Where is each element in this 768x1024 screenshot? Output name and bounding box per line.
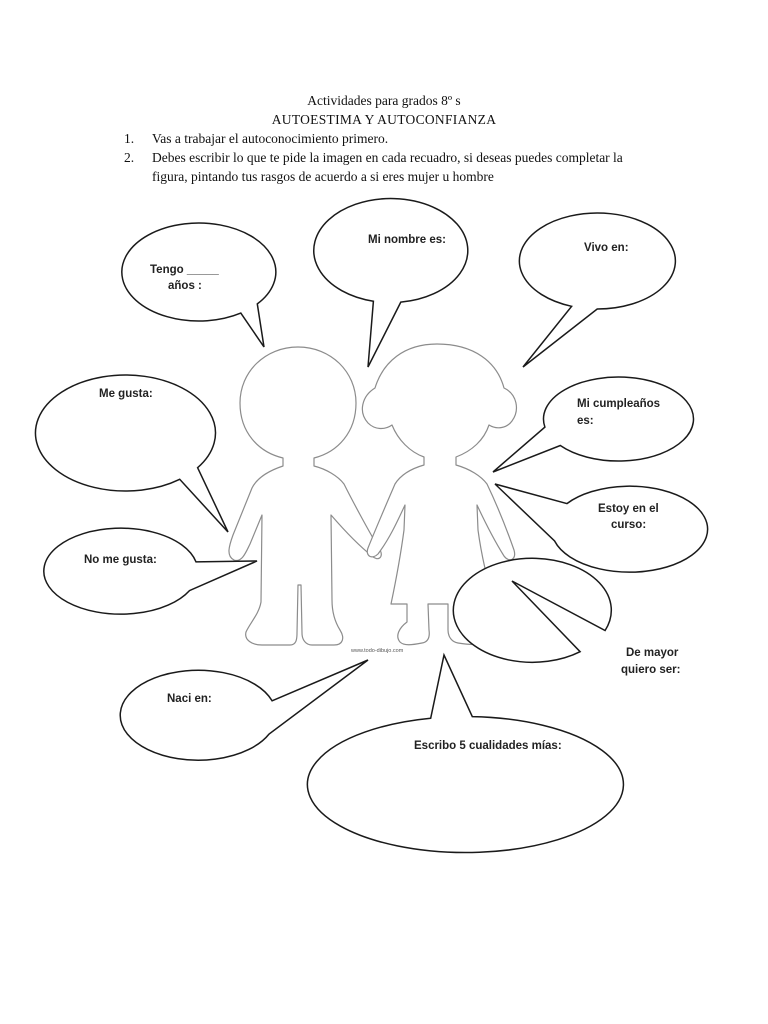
bubble-label: Me gusta: [99, 388, 153, 400]
bubble-tengo[interactable] [122, 223, 276, 347]
bubble-no-me-gusta[interactable] [44, 528, 257, 614]
bubble-label: Vivo en: [584, 242, 629, 254]
bubble-shape [314, 199, 468, 367]
bubble-shape [44, 528, 257, 614]
bubble-me-gusta[interactable] [35, 375, 228, 532]
bubble-shape [453, 558, 611, 662]
instruction-text: Debes escribir lo que te pide la imagen en cada recuadro, si deseas puedes completar la figura, pintando tus rasgos de acuerdo a si eres mujer u hombre [152, 150, 623, 184]
watermark: www.todo-dibujo.com [351, 648, 404, 654]
bubble-mi-cumpleanos[interactable] [493, 377, 693, 472]
bubble-label: es: [577, 415, 594, 427]
bubble-label: años : [168, 280, 202, 292]
bubble-label: No me gusta: [84, 554, 157, 566]
bubble-naci-en[interactable] [120, 660, 368, 760]
bubble-label: quiero ser: [621, 664, 681, 676]
bubble-shape [307, 655, 623, 853]
grade-line: Actividades para grados 8º s [307, 93, 461, 108]
boy-figure [229, 347, 381, 645]
bubble-shape [120, 660, 368, 760]
bubble-escribo-5-cualidades[interactable] [307, 655, 623, 853]
bubble-mi-nombre[interactable] [314, 199, 468, 367]
bubble-label: Mi cumpleaños [577, 398, 661, 410]
instruction-number: 2. [124, 150, 135, 165]
bubble-label: De mayor [626, 647, 679, 659]
bubble-label: Naci en: [167, 693, 212, 705]
bubble-de-mayor-quiero-ser[interactable] [453, 558, 680, 676]
bubble-shape [519, 213, 675, 367]
bubble-label: Tengo _____ [150, 264, 219, 276]
instruction-number: 1. [124, 131, 135, 146]
bubble-label: Estoy en el [598, 503, 659, 515]
bubble-vivo-en[interactable] [519, 213, 675, 367]
bubble-label: Mi nombre es: [368, 234, 446, 246]
instruction-text: Vas a trabajar el autoconocimiento primero. [152, 131, 389, 146]
bubble-label: curso: [611, 519, 647, 531]
bubble-label: Escribo 5 cualidades mías: [414, 740, 562, 752]
worksheet-title: AUTOESTIMA Y AUTOCONFIANZA [271, 112, 497, 127]
